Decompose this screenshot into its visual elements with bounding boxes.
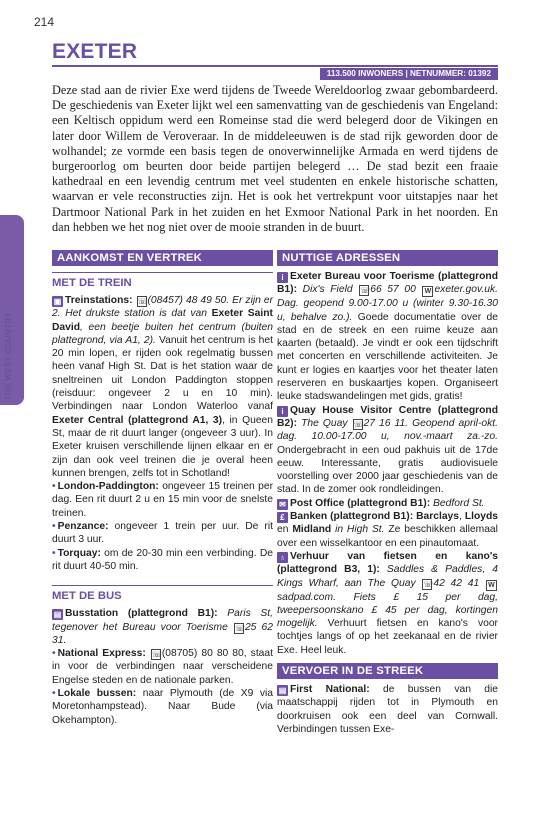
right-column xyxy=(277,250,498,736)
phone-icon: ☏ xyxy=(353,419,364,429)
post-icon: ✉ xyxy=(277,499,288,510)
list-item: • Penzance: ongeveer 1 trein per uur. De rit duurt 3 uur. xyxy=(52,521,273,546)
phone-icon: ☏ xyxy=(423,579,434,589)
bus-icon: ▤ xyxy=(53,610,62,620)
left-column xyxy=(52,250,273,727)
phone-icon: ☏ xyxy=(151,650,162,660)
bank-icon: ₤ xyxy=(277,512,288,523)
banks-entry: ₤ Banken (plattegrond B1): Barclays, Lloyds en Midland in High St. Ze beschikken allemaal over een wisselkantoor en een pinautomaat. xyxy=(277,511,498,549)
section-heading-aankomst: AANKOMST EN VERTREK xyxy=(52,250,273,266)
phone-icon: ☏ xyxy=(360,286,371,296)
city-meta-badge: 113.500 INWONERS | NETNUMMER: 01392 xyxy=(320,68,498,80)
intro-paragraph: Deze stad aan de rivier Exe werd tijdens de Tweede Wereldoorlog zwaar gebombardeerd. De geschiedenis van Exeter lijkt wel een samenvatting van de geschiedenis van Engeland: een Keltisch oppidum werd een Romeinse stad die werd belegerd door de Vikingen en later door Willem de Veroveraar. In de middeleeuwen is de stad rijk geworden door de wolhandel; ze vormde een basis tegen de onoverwinnelijke Armada en werd tijdens de burgeroorlog om beurten door beide partijen belegerd … De stad bezit een fraaie kathedraal en een levendig centrum met veel studenten en enkele historische schatten, waarvan er vele reconstructies zijn. Het is ook het vertrekpunt voor uitstapjes naar het Dartmoor National Park in het zuiden en het Exmoor National Park in het noorden. En dan hebben we het nog niet over de mooie stranden in de buurt. xyxy=(52,83,498,234)
phone-icon: ☏ xyxy=(137,297,148,306)
info-icon: i xyxy=(277,272,288,283)
list-item: • Lokale bussen: naar Plymouth (de X9 via Moretonhampstead). Naar Bude (via Okehampton). xyxy=(52,688,273,726)
page-number: 214 xyxy=(34,15,55,29)
list-item: • National Express: ☏(08705) 80 80 80, staat in voor de verbindingen naar verscheidene Engelse steden en de nationale parken. xyxy=(52,648,273,686)
bus-station-paragraph: ▤ Busstation (plattegrond B1): Paris St, tegenover het Bureau voor Toerisme ☏25 62 31. xyxy=(52,608,273,646)
bus-icon: ▤ xyxy=(278,686,287,696)
list-item: • London-Paddington: ongeveer 15 treinen per dag. Een rit duurt 2 u en 15 min voor de snelste treinen. xyxy=(52,481,273,519)
list-item: • Torquay: om de 20-30 min een verbinding. De rit duurt 40-50 min. xyxy=(52,547,273,572)
section-heading-adressen: NUTTIGE ADRESSEN xyxy=(277,250,498,266)
section-heading-vervoer: VERVOER IN DE STREEK xyxy=(277,663,498,679)
bike-icon: ♁ xyxy=(277,552,288,563)
subheading-bus: MET DE BUS xyxy=(52,585,273,602)
train-icon: ▣ xyxy=(53,297,62,306)
tourism-office-entry: i Exeter Bureau voor Toerisme (plattegrond B1): Dix's Field ☏66 57 00 W exeter.gov.uk. Dag. geopend 9.00-17.00 u (winter 9.30-16.30 u, behalve zo.). Goede documentatie over de stad en de streek en een ruime keuze aan kaarten (betaald). Je vindt er ook een tijdschrift met concerten en verschillende activiteiten. Je kunt er logies en kaartjes voor het theater laten reserveren en buskaartjes kopen. Organiseert leuke stadswandelingen met gids, gratis! xyxy=(277,271,498,403)
page-title: EXETER xyxy=(52,40,138,63)
train-stations-paragraph: ▣ Treinstations: ☏(08457) 48 49 50. Er zijn er 2. Het drukste station is dat van Exeter Saint David, een beetje buiten het centrum (buiten plattegrond, via A1, 2). Vanuit het centrum is het 20 min lopen, er rijden ook regelmatig bussen heen vanaf High St. Dat is het station waar de sneltreinen uit London Paddington stoppen (reisduur: ongeveer 2 u en 10 min). Verbindingen naar London Waterloo vanaf Exeter Central (plattegrond A1, 3), in Queen St, maar de rit duurt langer (ongeveer 3 uur). In Exeter kruisen verschillende lijnen elkaar en er zijn dan ook veel treinen die je overal heen kunnen brengen, zelfs tot in Schotland! xyxy=(52,295,273,479)
subheading-trein: MET DE TREIN xyxy=(52,272,273,289)
post-office-entry: ✉ Post Office (plattegrond B1): Bedford St. xyxy=(277,497,498,510)
first-national-entry: ▤ First National: de bussen van die maatschappij rijden tot in Plymouth en doorkruisen ook een deel van Cornwall. Verbindingen tussen Exe- xyxy=(277,684,498,735)
chapter-side-label: THE WEST COUNTRY xyxy=(4,312,13,400)
bike-rental-entry: ♁ Verhuur van fietsen en kano's (plattegrond B3, 1): Saddles & Paddles, 4 Kings Wharf, aan The Quay ☏42 42 41 Wsadpad.com. Fiets £ 15 per dag, tweepersoonskano £ 45 per dag, kortingen mogelijk. Verhuurt fietsen en kano's voor tochtjes langs of op het zeekanaal en de rivier Exe. Heel leuk. xyxy=(277,550,498,656)
phone-icon: ☏ xyxy=(234,623,245,633)
web-icon: W xyxy=(422,286,433,297)
title-rule xyxy=(52,65,498,67)
info-icon: i xyxy=(277,406,288,417)
web-icon: W xyxy=(486,580,497,591)
quay-house-entry: i Quay House Visitor Centre (plattegrond B2): The Quay ☏27 16 11. Geopend april-okt. dag. 10.00-17.00 u, nov.-maart za.-zo. Ondergebracht in een oud pakhuis uit de 17de eeuw. Interessante, gratis audiovisuele voorstelling over 2000 jaar geschiedenis van de stad. In de zomer ook rondleidingen. xyxy=(277,404,498,496)
